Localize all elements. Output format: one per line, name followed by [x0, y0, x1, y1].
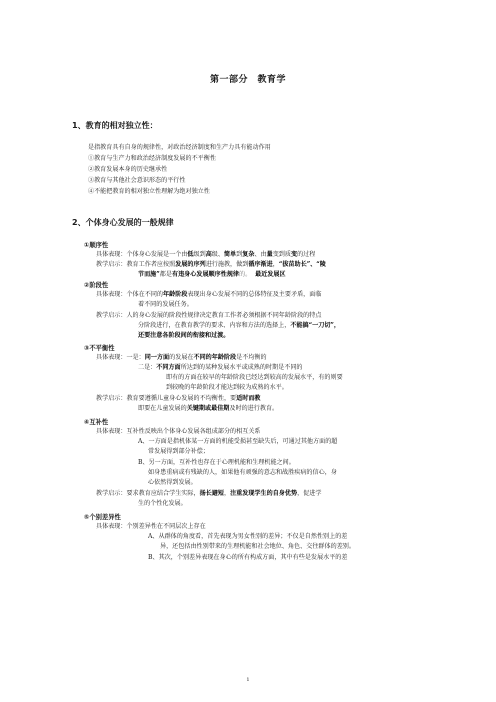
bupingheng-line-4: 到较晚的年龄阶段才能达到较为成熟的水平。 [166, 384, 288, 391]
shunxu-line-2: 教学启示：教育工作者应按照发展的序列进行施教，做到循序渐进，“拔苗助长”、“陵 [96, 261, 326, 268]
gebie-line-1: 具体表现：个别差异性在不同层次上存在 [96, 523, 206, 530]
subsection-gebie-title: ⑤个别差异性 [84, 514, 121, 521]
shunxu-line-1: 具体表现：个体身心发展是一个由低级到高级、简单到复杂、由量变到质变的过程 [96, 251, 316, 258]
jieduan-line-1: 具体表现：个体在不同的年龄阶段表现出身心发展不同的总体特征及主要矛盾，面临 [96, 291, 322, 298]
bupingheng-line-5: 教学启示：教育要遵循儿童身心发展的不均衡性，要适时而教 [96, 395, 261, 402]
page-title: 第一部分 教育学 [209, 75, 286, 85]
jieduan-line-5: 还要注意各阶段间的衔接和过渡。 [138, 332, 230, 339]
s1-line-5: ④不能把教育的相对独立性理解为绝对独立性 [88, 188, 210, 195]
s1-line-3: ②教育发展本身的历史继承性 [88, 166, 168, 173]
gebie-line-3: 异，还包括由性别带来的生理机能和社会地位、角色、交往群体的差别。 [160, 543, 355, 550]
gebie-line-2: A、从群体的角度看，首先表现为男女性别的差异；不仅是自然性别上的差 [148, 533, 348, 540]
hubu-line-8: 生的个性化发展。 [138, 500, 187, 507]
bupingheng-line-6: 即要在儿童发展的关键期或最佳期及时的进行教育。 [138, 405, 279, 412]
subsection-shunxu-title: ①顺序性 [84, 242, 109, 249]
subsection-bupingheng-title: ③不平衡性 [84, 345, 115, 352]
hubu-line-2: A、一方面是指机体某一方面的机能受损甚至缺失后，可通过其他方面的超 [138, 438, 338, 445]
subsection-jieduan-title: ②阶段性 [84, 282, 109, 289]
shunxu-line-3: 节而施”都是有违身心发展顺序性规律的。 最近发展区 [138, 271, 286, 278]
bupingheng-line-1: 具体表现：一是：同一方面的发展在不同的年龄阶段是不均衡的 [96, 354, 267, 361]
hubu-line-7: 教学启示：要求教育应结合学生实际，扬长避短，注重发现学生的自身优势，促进学 [96, 490, 322, 497]
jieduan-line-2: 着不同的发展任务。 [138, 301, 193, 308]
hubu-line-1: 具体表现：互补性反映出个体身心发展各组成部分的相互关系 [96, 428, 261, 435]
hubu-line-3: 常发展得到部分补偿； [148, 448, 209, 455]
jieduan-line-3: 教学启示：人的身心发展的阶段性规律决定教育工作者必须根据不同年龄阶段的特点 [96, 312, 322, 319]
hubu-line-4: B、另一方面，互补性也存在于心理机能和生理机能之间。 [138, 459, 295, 466]
s1-line-4: ③教育与其他社会意识形态的平行性 [88, 177, 186, 184]
bupingheng-line-3: 即有的方面在较早的年龄阶段已经达到较高的发展水平，有的则要 [166, 374, 343, 381]
s1-line-2: ①教育与生产力和政治经济制度发展的不平衡性 [88, 155, 216, 162]
hubu-line-6: 心依然得到发展。 [148, 479, 197, 486]
section-2-heading: 2、个体身心发展的一般规律 [72, 218, 174, 227]
page-number: 1 [246, 677, 250, 683]
jieduan-line-4: 分阶段进行，在教育教学的要求、内容和方法的选择上，不能搞“一刀切”， [138, 322, 341, 329]
gebie-line-4: B、其次，个别差异表现在身心的所有构成方面，其中有些是发展水平的差 [148, 554, 348, 561]
s1-line-1: 是指教育具有自身的规律性，对政治经济制度和生产力具有能动作用 [88, 144, 271, 151]
hubu-line-5: 如身患重病或有残缺的人，如果他有顽强的意志和战胜疾病的信心，身 [148, 469, 337, 476]
section-1-heading: 1、教育的相对独立性： [72, 121, 158, 130]
subsection-hubu-title: ④互补性 [84, 419, 109, 426]
bupingheng-line-2: 二是：不同方面所达到的某种发展水平或成熟的时期是不同的 [138, 364, 303, 371]
